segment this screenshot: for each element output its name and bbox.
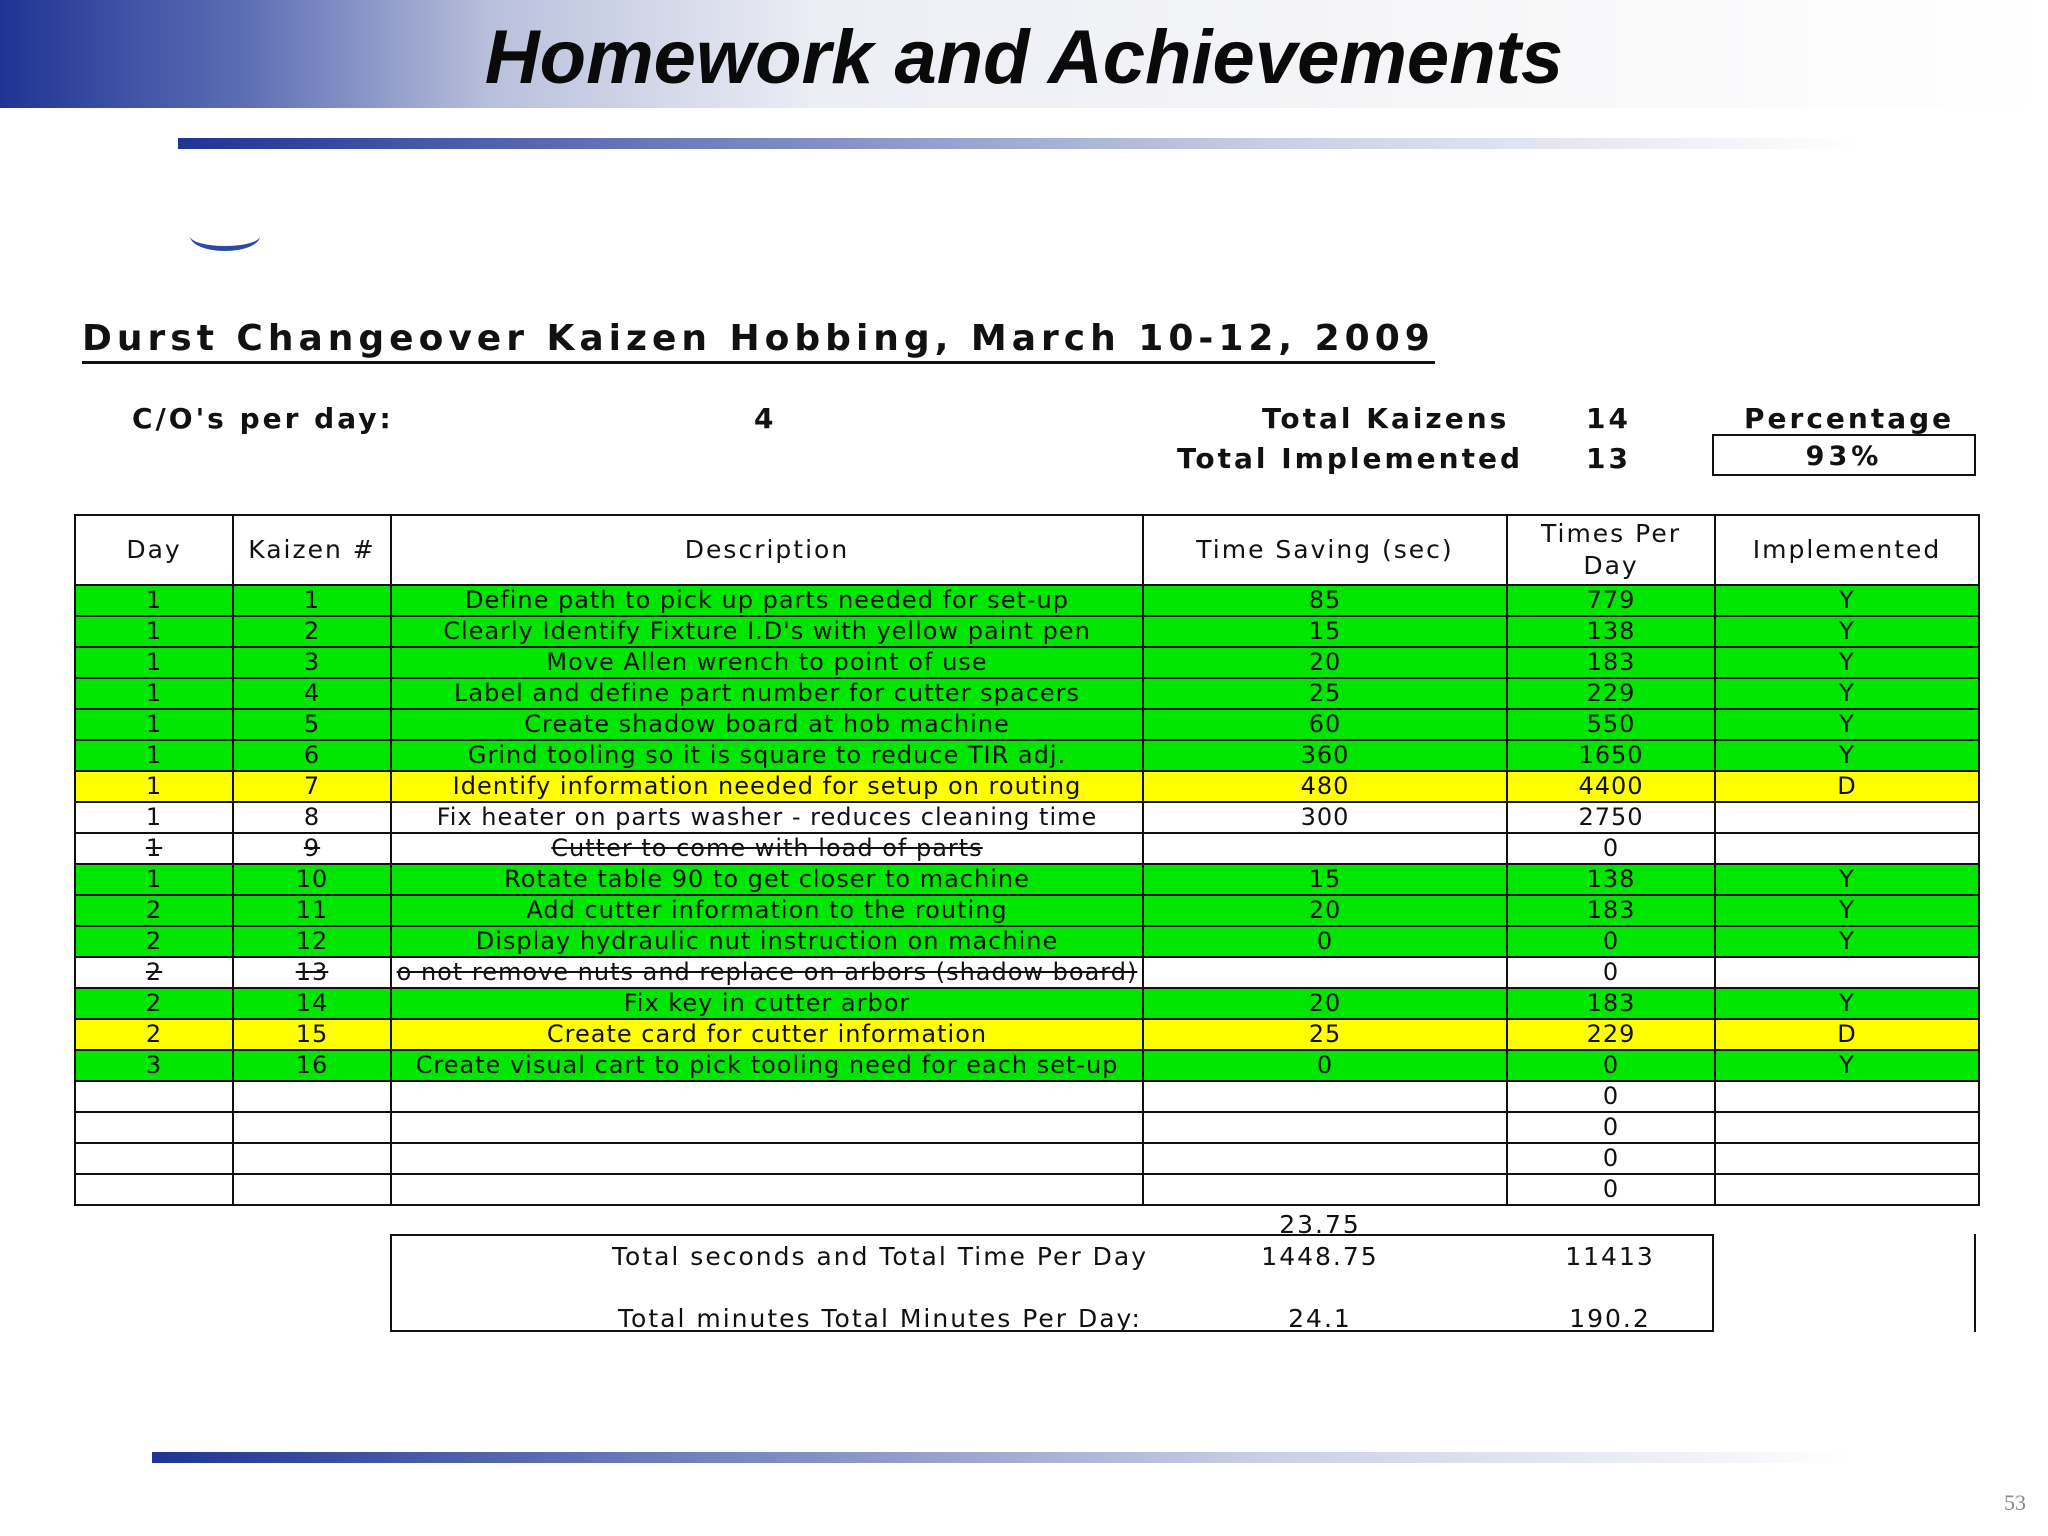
summary-seconds-label: Total seconds and Total Time Per Day: [611, 1242, 1149, 1271]
sheet-title: Durst Changeover Kaizen Hobbing, March 10-12, 2009: [82, 318, 1435, 364]
cell-times-per-day: 229: [1507, 1019, 1715, 1050]
cell-description: Label and define part number for cutter spacers: [391, 678, 1143, 709]
cell-times-per-day: 0: [1507, 833, 1715, 864]
cell-time-saving: 85: [1143, 585, 1507, 616]
cell-times-per-day: 0: [1507, 1081, 1715, 1112]
cell-time-saving: [1143, 833, 1507, 864]
percentage-label: Percentage: [1744, 402, 1955, 435]
cell-kaizen-number: 6: [233, 740, 391, 771]
header-description: Description: [391, 515, 1143, 585]
table-row: [75, 1143, 1979, 1174]
cell-times-per-day: 779: [1507, 585, 1715, 616]
cell-description: Fix key in cutter arbor: [391, 988, 1143, 1019]
cell-day: [75, 1081, 233, 1112]
cell-day: 1: [75, 802, 233, 833]
co-per-day-label: C/O's per day:: [132, 402, 394, 435]
cell-day: 2: [75, 1019, 233, 1050]
cell-description: Grind tooling so it is square to reduce TIR adj.: [391, 740, 1143, 771]
cell-time-saving: 20: [1143, 895, 1507, 926]
cell-implemented: [1715, 802, 1979, 833]
cell-time-saving: [1143, 1174, 1507, 1205]
bottom-divider: [152, 1452, 1852, 1463]
cell-description: [391, 1112, 1143, 1143]
cell-times-per-day: 550: [1507, 709, 1715, 740]
cell-day: 3: [75, 1050, 233, 1081]
cell-day: [75, 1174, 233, 1205]
cell-description: Create shadow board at hob machine: [391, 709, 1143, 740]
cell-kaizen-number: 8: [233, 802, 391, 833]
cell-description: Create visual cart to pick tooling need for each set-up: [391, 1050, 1143, 1081]
cell-implemented: [1715, 1143, 1979, 1174]
cell-description: [391, 1143, 1143, 1174]
cell-times-per-day: 0: [1507, 1050, 1715, 1081]
cell-description: Create card for cutter information: [391, 1019, 1143, 1050]
total-kaizens-label: Total Kaizens: [1262, 402, 1510, 435]
cell-times-per-day: 183: [1507, 647, 1715, 678]
summary-right-line: [1974, 1234, 1976, 1332]
cell-times-per-day: 2750: [1507, 802, 1715, 833]
cell-day: 2: [75, 895, 233, 926]
cell-times-per-day: 183: [1507, 895, 1715, 926]
table-row: [75, 709, 1979, 740]
kaizen-table: [74, 514, 1980, 1206]
cell-day: 1: [75, 771, 233, 802]
cell-kaizen-number: [233, 1174, 391, 1205]
cell-implemented: Y: [1715, 988, 1979, 1019]
cell-kaizen-number: [233, 1112, 391, 1143]
cell-implemented: [1715, 1112, 1979, 1143]
cell-description: Cutter to come with load of parts: [391, 833, 1143, 864]
cell-kaizen-number: 15: [233, 1019, 391, 1050]
slide-title: Homework and Achievements: [484, 15, 1564, 100]
table-row: [75, 864, 1979, 895]
table-row: [75, 802, 1979, 833]
cell-description: Clearly Identify Fixture I.D's with yellow paint pen: [391, 616, 1143, 647]
cell-time-saving: [1143, 1112, 1507, 1143]
top-divider: [178, 138, 1858, 149]
table-row: [75, 1019, 1979, 1050]
cell-times-per-day: 0: [1507, 926, 1715, 957]
cell-day: [75, 1112, 233, 1143]
cell-implemented: Y: [1715, 616, 1979, 647]
cell-kaizen-number: 13: [233, 957, 391, 988]
table-row: [75, 988, 1979, 1019]
cell-implemented: D: [1715, 771, 1979, 802]
cell-times-per-day: 0: [1507, 1174, 1715, 1205]
percentage-value: 93%: [1712, 434, 1976, 476]
cell-kaizen-number: 9: [233, 833, 391, 864]
cell-implemented: Y: [1715, 895, 1979, 926]
cell-time-saving: 480: [1143, 771, 1507, 802]
table-row: [75, 1174, 1979, 1205]
cell-kaizen-number: 5: [233, 709, 391, 740]
cell-kaizen-number: 7: [233, 771, 391, 802]
cell-kaizen-number: [233, 1081, 391, 1112]
cell-time-saving: [1143, 1143, 1507, 1174]
cell-time-saving: 25: [1143, 678, 1507, 709]
co-per-day-value: 4: [754, 402, 777, 435]
summary-minutes-label: Total minutes Total Minutes Per Day:: [618, 1304, 1142, 1333]
cell-description: Define path to pick up parts needed for set-up: [391, 585, 1143, 616]
table-row: [75, 1112, 1979, 1143]
cell-time-saving: 0: [1143, 926, 1507, 957]
cell-description: [391, 1081, 1143, 1112]
cell-implemented: Y: [1715, 1050, 1979, 1081]
cell-day: 2: [75, 957, 233, 988]
cell-implemented: [1715, 1174, 1979, 1205]
cell-implemented: [1715, 833, 1979, 864]
cell-times-per-day: 0: [1507, 1112, 1715, 1143]
cell-kaizen-number: 14: [233, 988, 391, 1019]
cell-implemented: Y: [1715, 740, 1979, 771]
cell-times-per-day: 1650: [1507, 740, 1715, 771]
cell-kaizen-number: 16: [233, 1050, 391, 1081]
table-row: [75, 833, 1979, 864]
table-row: [75, 1081, 1979, 1112]
cell-implemented: Y: [1715, 709, 1979, 740]
cell-day: 1: [75, 740, 233, 771]
header-times-per-day: Times Per Day: [1507, 515, 1715, 585]
cell-kaizen-number: 1: [233, 585, 391, 616]
cell-time-saving: 20: [1143, 988, 1507, 1019]
total-kaizens-value: 14: [1586, 402, 1631, 435]
table-header-row: [75, 515, 1979, 585]
total-implemented-label: Total Implemented: [1177, 442, 1523, 475]
cell-day: 1: [75, 833, 233, 864]
cell-description: Add cutter information to the routing: [391, 895, 1143, 926]
cell-kaizen-number: 4: [233, 678, 391, 709]
cell-implemented: Y: [1715, 864, 1979, 895]
table-row: [75, 771, 1979, 802]
cell-description: Rotate table 90 to get closer to machine: [391, 864, 1143, 895]
header-time-saving: Time Saving (sec): [1143, 515, 1507, 585]
summary-minutes-value: 24.1: [1288, 1304, 1352, 1333]
table-row: [75, 585, 1979, 616]
cell-day: 2: [75, 988, 233, 1019]
cell-day: 1: [75, 864, 233, 895]
cell-kaizen-number: 3: [233, 647, 391, 678]
cell-times-per-day: 138: [1507, 616, 1715, 647]
cell-kaizen-number: [233, 1143, 391, 1174]
cell-times-per-day: 229: [1507, 678, 1715, 709]
cell-kaizen-number: 12: [233, 926, 391, 957]
cell-times-per-day: 183: [1507, 988, 1715, 1019]
cell-day: 2: [75, 926, 233, 957]
cell-time-saving: 60: [1143, 709, 1507, 740]
total-implemented-value: 13: [1586, 442, 1631, 475]
cell-kaizen-number: 2: [233, 616, 391, 647]
cell-day: 1: [75, 585, 233, 616]
cell-implemented: Y: [1715, 678, 1979, 709]
table-row: [75, 616, 1979, 647]
cell-time-saving: 15: [1143, 616, 1507, 647]
cell-implemented: Y: [1715, 647, 1979, 678]
cell-time-saving: [1143, 957, 1507, 988]
table-row: [75, 957, 1979, 988]
cell-time-saving: 0: [1143, 1050, 1507, 1081]
cell-implemented: [1715, 957, 1979, 988]
cell-time-saving: 300: [1143, 802, 1507, 833]
table-row: [75, 1050, 1979, 1081]
cell-time-saving: [1143, 1081, 1507, 1112]
cell-kaizen-number: 10: [233, 864, 391, 895]
cell-times-per-day: 0: [1507, 957, 1715, 988]
cell-implemented: [1715, 1081, 1979, 1112]
cell-day: [75, 1143, 233, 1174]
table-row: [75, 678, 1979, 709]
cell-kaizen-number: 11: [233, 895, 391, 926]
cell-description: Identify information needed for setup on routing: [391, 771, 1143, 802]
cell-times-per-day: 4400: [1507, 771, 1715, 802]
cell-day: 1: [75, 709, 233, 740]
cell-description: Fix heater on parts washer - reduces cleaning time: [391, 802, 1143, 833]
summary-above-value: 23.75: [1279, 1210, 1361, 1239]
header-implemented: Implemented: [1715, 515, 1979, 585]
cell-time-saving: 25: [1143, 1019, 1507, 1050]
cell-time-saving: 360: [1143, 740, 1507, 771]
cell-day: 1: [75, 647, 233, 678]
cell-time-saving: 20: [1143, 647, 1507, 678]
cell-day: 1: [75, 678, 233, 709]
cell-description: o not remove nuts and replace on arbors (shadow board): [391, 957, 1143, 988]
table-row: [75, 926, 1979, 957]
cell-times-per-day: 0: [1507, 1143, 1715, 1174]
summary-minutes-per-day: 190.2: [1569, 1304, 1651, 1333]
cell-implemented: Y: [1715, 926, 1979, 957]
table-row: [75, 740, 1979, 771]
header-kaizen-number: Kaizen #: [233, 515, 391, 585]
table-row: [75, 647, 1979, 678]
table-row: [75, 895, 1979, 926]
header-day: Day: [75, 515, 233, 585]
cell-implemented: D: [1715, 1019, 1979, 1050]
cell-description: [391, 1174, 1143, 1205]
cell-implemented: Y: [1715, 585, 1979, 616]
cell-times-per-day: 138: [1507, 864, 1715, 895]
summary-seconds-per-day: 11413: [1565, 1242, 1655, 1271]
summary-seconds-value: 1448.75: [1261, 1242, 1379, 1271]
cell-description: Move Allen wrench to point of use: [391, 647, 1143, 678]
cell-time-saving: 15: [1143, 864, 1507, 895]
cell-description: Display hydraulic nut instruction on machine: [391, 926, 1143, 957]
cell-day: 1: [75, 616, 233, 647]
page-number: 53: [2004, 1490, 2026, 1515]
decorative-arc: [190, 236, 260, 251]
